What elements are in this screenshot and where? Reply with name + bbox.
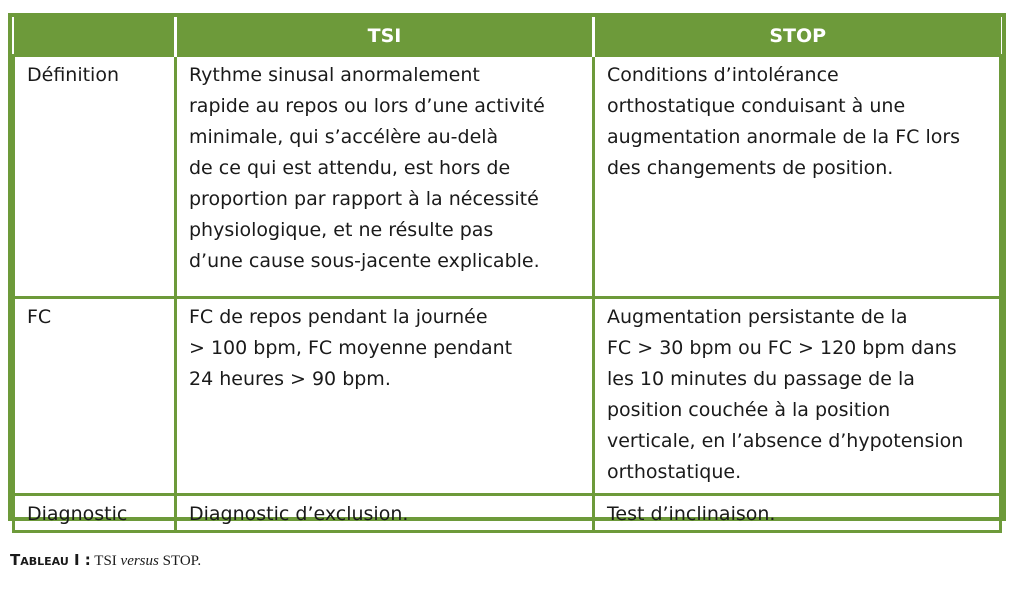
cell-text-line: de ce qui est attendu, est hors de	[189, 157, 511, 179]
cell-text-line: les 10 minutes du passage de la	[607, 368, 915, 390]
cell-text-line: orthostatique conduisant à une	[607, 95, 906, 117]
cell-text-line: physiologique, et ne résulte pas	[189, 219, 494, 241]
row-definition	[14, 56, 1001, 298]
caption-emphasis: versus	[120, 553, 159, 569]
cell-text-line: Test d’inclinaison.	[607, 503, 776, 525]
header-tsi: TSI	[176, 17, 594, 56]
cell-text-line: FC de repos pendant la journée	[189, 306, 488, 328]
tsi-cell	[176, 298, 594, 495]
cell-text-line: verticale, en l’absence d’hypotension	[607, 430, 964, 452]
row-fc	[14, 298, 1001, 495]
tsi-cell	[176, 495, 594, 532]
cell-text-line: position couchée à la position	[607, 399, 891, 421]
cell-text-line: Rythme sinusal anormalement	[189, 64, 480, 86]
row-label: Diagnostic	[14, 495, 176, 532]
cell-text-line: augmentation anormale de la FC lors	[607, 126, 961, 148]
cell-text-line: proportion par rapport à la nécessité	[189, 188, 539, 210]
stop-cell	[594, 56, 1001, 298]
cell-text-line: 24 heures > 90 bpm.	[189, 368, 391, 390]
caption-text-2: STOP.	[162, 553, 202, 569]
cell-text-line: rapide au repos ou lors d’une activité	[189, 95, 545, 117]
table-caption	[10, 551, 201, 570]
header-stop: STOP	[594, 17, 1001, 56]
cell-text-line: d’une cause sous-jacente explicable.	[189, 250, 540, 272]
cell-text-line: Diagnostic d’exclusion.	[189, 503, 409, 525]
row-label: Définition	[14, 56, 176, 298]
cell-text-line: FC > 30 bpm ou FC > 120 bpm dans	[607, 337, 957, 359]
comparison-table	[12, 17, 1002, 533]
header-row	[14, 17, 1001, 56]
stop-cell	[594, 298, 1001, 495]
caption-label: Tableau I :	[10, 551, 91, 569]
tsi-cell	[176, 56, 594, 298]
header-empty	[14, 17, 176, 56]
cell-text-line: Augmentation persistante de la	[607, 306, 908, 328]
cell-text-line: > 100 bpm, FC moyenne pendant	[189, 337, 513, 359]
row-diagnostic	[14, 495, 1001, 532]
cell-text-line: orthostatique.	[607, 461, 742, 483]
stop-cell	[594, 495, 1001, 532]
cell-text-line: des changements de position.	[607, 157, 894, 179]
cell-text-line: Conditions d’intolérance	[607, 64, 839, 86]
row-label: FC	[14, 298, 176, 495]
cell-text-line: minimale, qui s’accélère au-delà	[189, 126, 499, 148]
comparison-table-container	[8, 13, 1006, 525]
caption-text-1: TSI	[94, 553, 117, 569]
